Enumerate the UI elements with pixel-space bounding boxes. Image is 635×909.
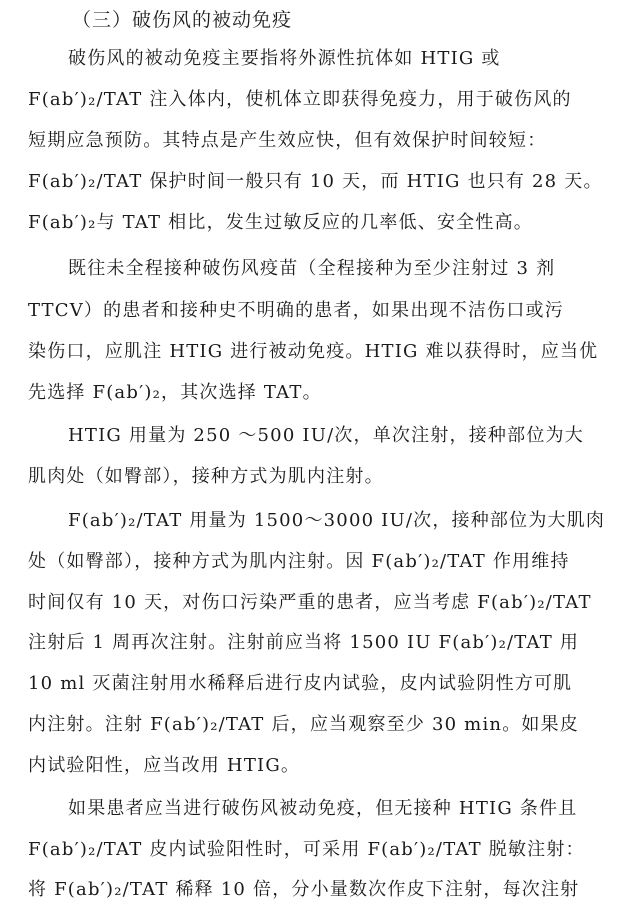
- paragraph-line: 内试验阳性，应当改用 HTIG。: [28, 755, 301, 776]
- paragraph-line: 将 F(ab′)₂/TAT 稀释 10 倍，分小量数次作皮下注射，每次注射: [28, 879, 580, 900]
- paragraph-line: 内注射。注射 F(ab′)₂/TAT 后，应当观察至少 30 min。如果皮: [28, 714, 580, 735]
- paragraph-line: TTCV）的患者和接种史不明确的患者，如果出现不洁伤口或污: [28, 300, 564, 321]
- paragraph-line: F(ab′)₂与 TAT 相比，发生过敏反应的几率低、安全性高。: [28, 212, 533, 233]
- paragraph-line: 破伤风的被动免疫主要指将外源性抗体如 HTIG 或: [68, 48, 501, 69]
- paragraph-line: F(ab′)₂/TAT 用量为 1500～3000 IU/次，接种部位为大肌肉: [68, 510, 606, 531]
- paragraph-line: F(ab′)₂/TAT 注入体内，使机体立即获得免疫力，用于破伤风的: [28, 89, 572, 110]
- paragraph-line: 时间仅有 10 天，对伤口污染严重的患者，应当考虑 F(ab′)₂/TAT: [28, 592, 592, 613]
- paragraph-line: 肌肉处（如臀部），接种方式为肌内注射。: [28, 466, 384, 487]
- paragraph-line: 10 ml 灭菌注射用水稀释后进行皮内试验，皮内试验阴性方可肌: [28, 673, 573, 694]
- paragraph-line: 既往未全程接种破伤风疫苗（全程接种为至少注射过 3 剂: [68, 258, 556, 279]
- paragraph-line: F(ab′)₂/TAT 保护时间一般只有 10 天，而 HTIG 也只有 28 天。: [28, 171, 603, 192]
- paragraph-line: F(ab′)₂/TAT 皮内试验阳性时，可采用 F(ab′)₂/TAT 脱敏注射：: [28, 839, 585, 860]
- paragraph-line: 染伤口，应肌注 HTIG 进行被动免疫。HTIG 难以获得时，应当优: [28, 341, 599, 362]
- paragraph-line: 短期应急预防。其特点是产生效应快，但有效保护时间较短：: [28, 130, 547, 151]
- section-heading: （三）破伤风的被动免疫: [72, 9, 293, 31]
- paragraph-line: 如果患者应当进行破伤风被动免疫，但无接种 HTIG 条件且: [68, 798, 578, 819]
- paragraph-line: 先选择 F(ab′)₂，其次选择 TAT。: [28, 382, 322, 403]
- paragraph-line: HTIG 用量为 250 ～500 IU/次，单次注射，接种部位为大: [68, 425, 584, 446]
- paragraph-line: 处（如臀部），接种方式为肌内注射。因 F(ab′)₂/TAT 作用维持: [28, 551, 570, 572]
- paragraph-line: 注射后 1 周再次注射。注射前应当将 1500 IU F(ab′)₂/TAT 用: [28, 632, 580, 653]
